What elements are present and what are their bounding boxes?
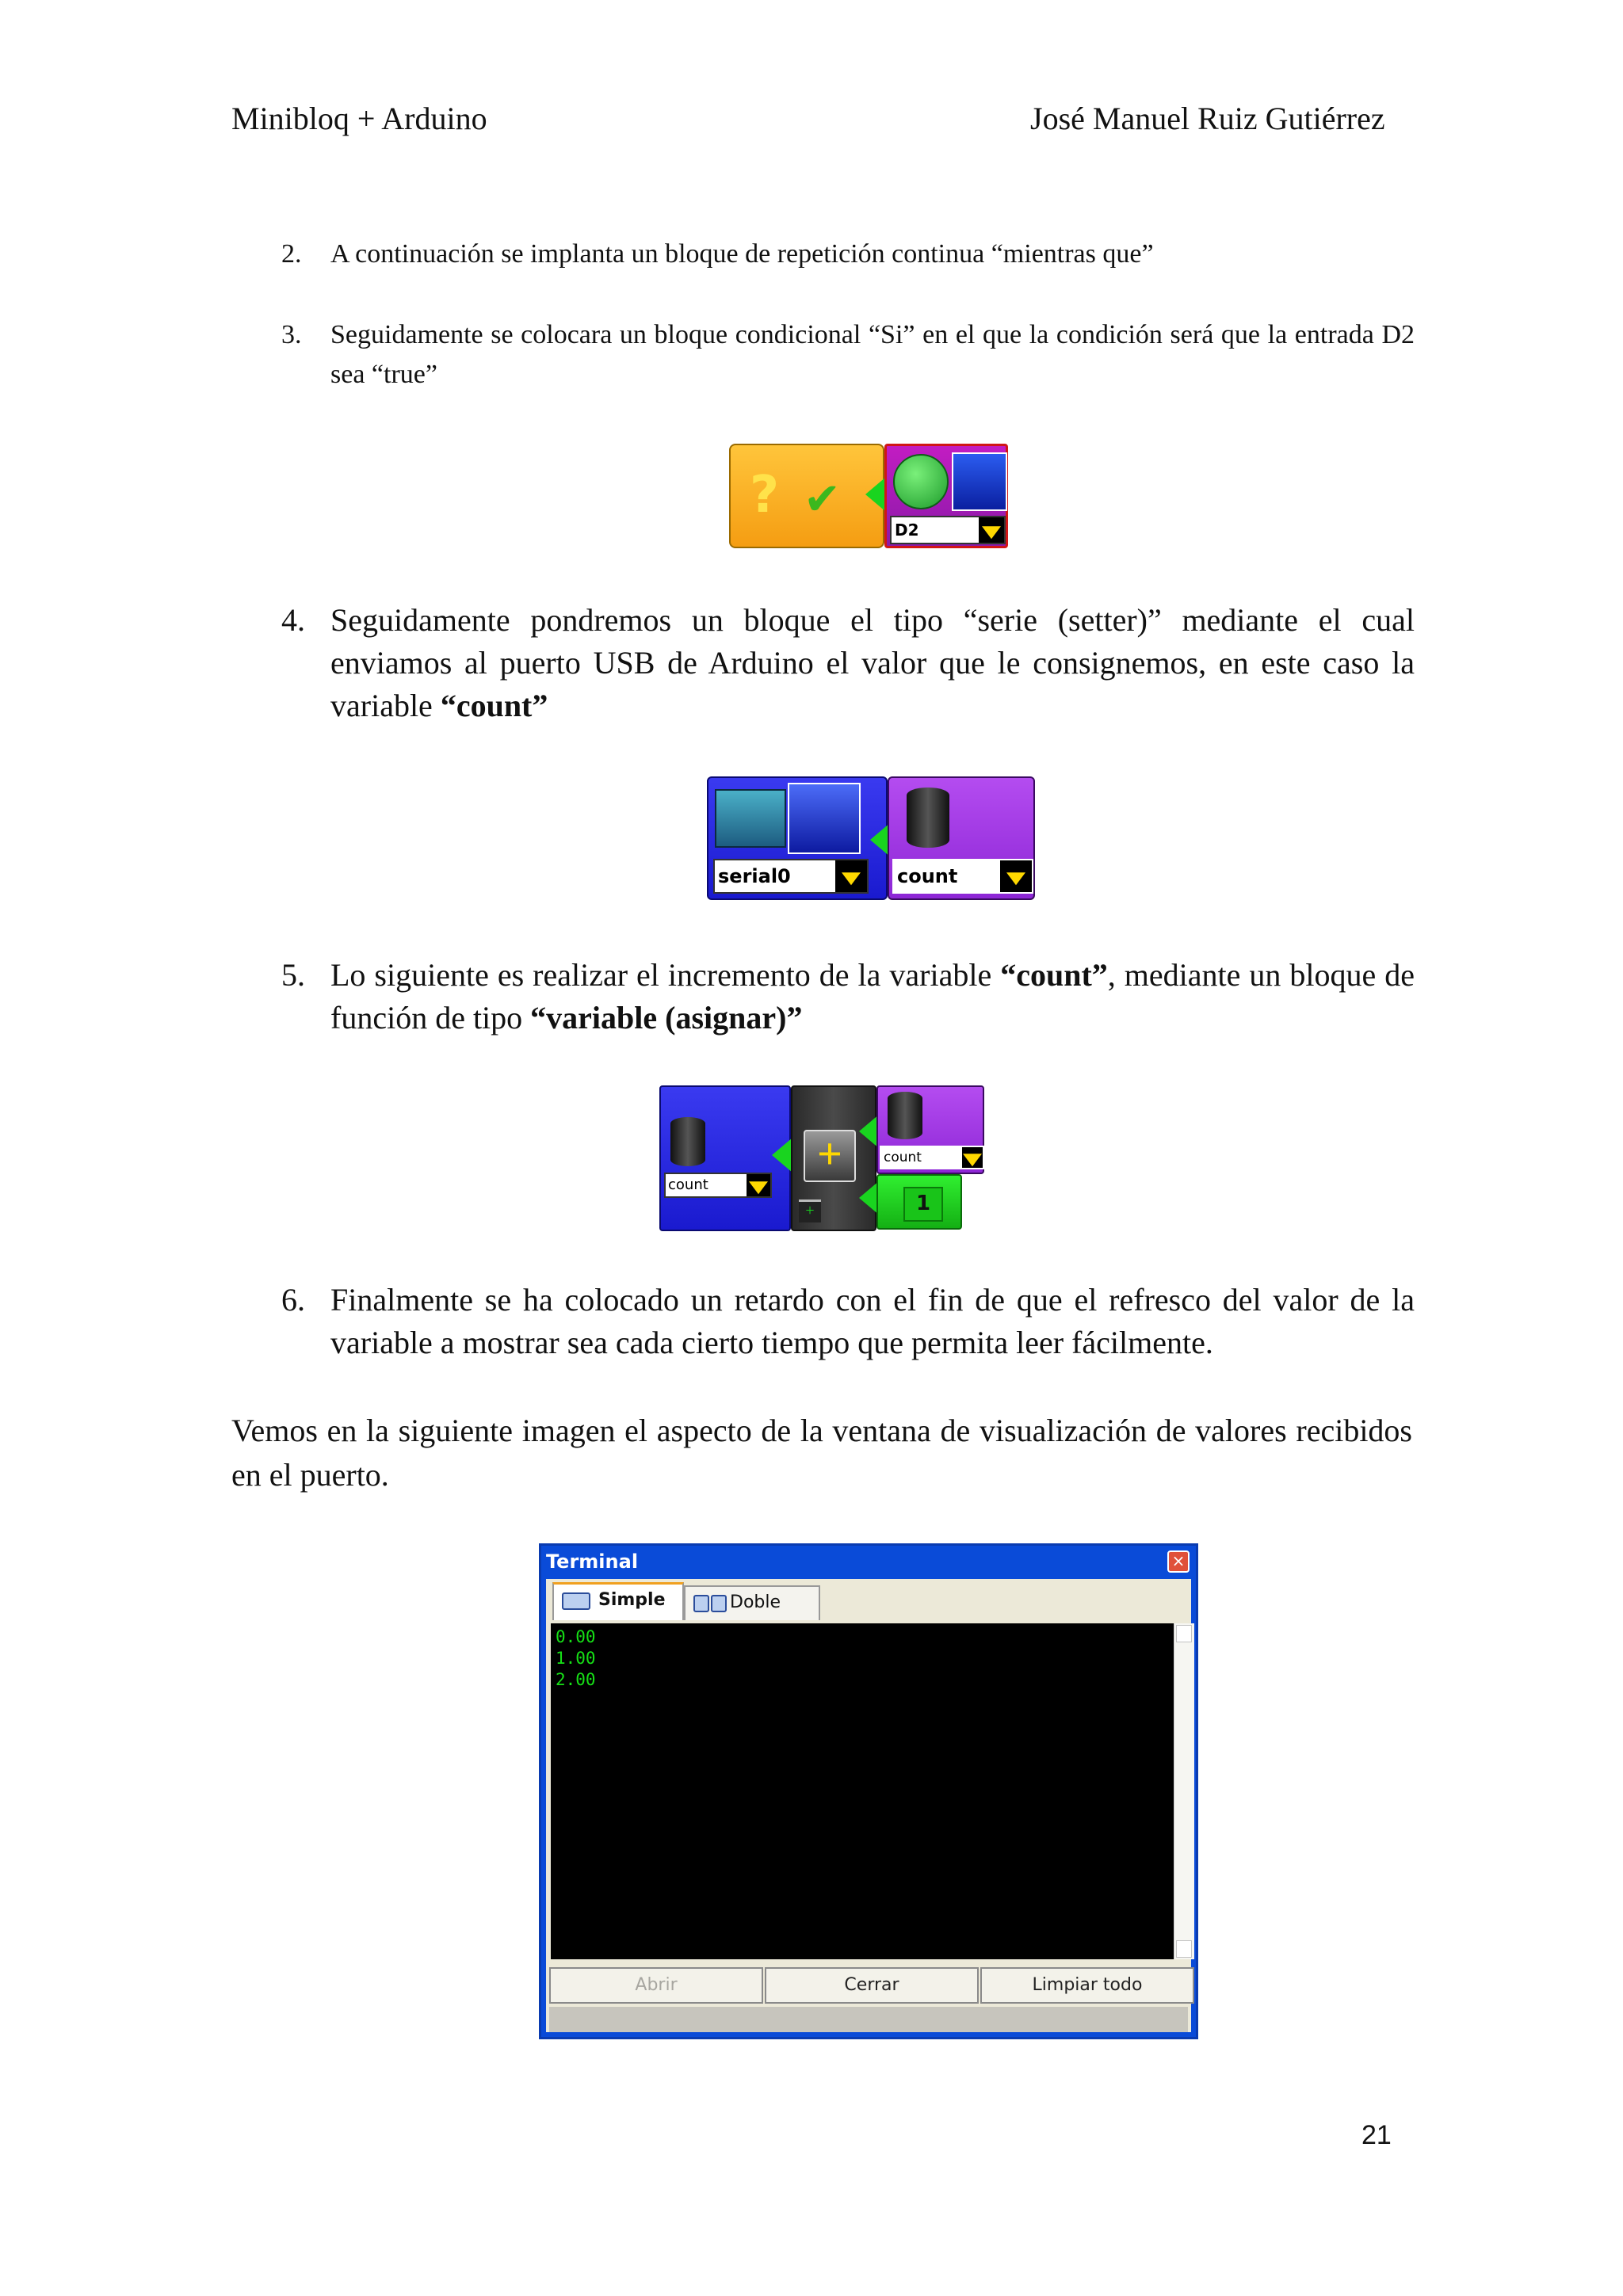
list-text-plain: Seguidamente pondremos un bloque el tipo “serie (setter)” mediante el cual enviamos al puerto USB de Arduino el valor que le consignemos, en este caso la variable [330,602,1415,723]
list-number: 2. [281,239,302,269]
monitor-icon [711,1595,727,1612]
list-text-bold: “variable (asignar)” [530,1000,803,1035]
list-text: A continuación se implanta un bloque de repetición continua “mientras que” [330,239,1154,269]
list-text-bold: “count” [1000,957,1108,993]
running-header-right: José Manuel Ruiz Gutiérrez [1030,101,1385,136]
constant-value[interactable]: 1 [903,1187,943,1222]
pencil-icon [952,452,1007,511]
list-item-5 [281,954,1415,1039]
variable-block [876,1085,984,1174]
list-number: 6. [281,1282,305,1318]
variable-dropdown[interactable] [892,859,1033,894]
plus-icon: + [804,1130,856,1182]
list-item-6 [281,1279,1415,1364]
status-bar [549,2007,1188,2032]
close-button[interactable]: Cerrar [765,1967,979,2004]
chevron-down-icon [979,517,1004,543]
serial-block [707,776,888,900]
question-icon: ? [750,466,780,524]
scroll-up-icon[interactable] [1176,1625,1192,1642]
list-item-3 [281,315,1415,395]
pencil-icon [788,783,861,854]
output-line: 0.00 [556,1627,596,1646]
chevron-down-icon [962,1147,983,1168]
chevron-down-icon [835,860,867,892]
add-input-icon: + [799,1199,821,1222]
variable-dropdown[interactable] [664,1173,772,1198]
list-number: 3. [281,320,302,349]
variable-dropdown[interactable] [880,1146,984,1169]
number-constant-block [876,1174,962,1230]
connector-notch [865,477,886,512]
list-text: Finalmente se ha colocado un retardo con el fin de que el refresco del valor de la variable a mostrar sea cada cierto tiempo que permita leer fácilmente. [330,1282,1415,1360]
list-number: 4. [281,602,305,638]
output-line: 1.00 [556,1649,596,1668]
variable-value: count [668,1177,708,1193]
add-operator-block [791,1085,876,1231]
variable-drum-icon [888,1092,922,1139]
variable-assign-block [659,1085,791,1231]
terminal-output[interactable] [551,1623,1174,1959]
port-dropdown[interactable] [713,859,869,894]
chevron-down-icon [747,1174,770,1196]
connector-notch [772,1138,792,1173]
tab-label: Simple [598,1590,666,1610]
checkmark-icon: ✔ [804,475,841,524]
open-button[interactable]: Abrir [549,1967,763,2004]
if-block-figure [729,444,1008,548]
monitor-icon [562,1592,590,1610]
window-title: Terminal [546,1550,639,1573]
computer-icon [715,789,786,848]
variable-drum-icon [670,1117,705,1166]
if-block [729,444,884,548]
tab-label: Doble [730,1592,781,1612]
list-item-4 [281,599,1415,727]
running-header-left: Minibloq + Arduino [231,101,487,136]
digital-input-block [884,444,1008,548]
terminal-body [546,1579,1191,2032]
terminal-window [539,1543,1198,2039]
variable-drum-icon [907,788,949,848]
close-icon[interactable]: × [1167,1550,1190,1573]
pin-dropdown[interactable] [890,516,1006,544]
assign-block-figure [659,1085,984,1231]
list-text-bold: “count” [440,688,548,723]
list-text [330,954,1415,1039]
list-text: Seguidamente se colocara un bloque condicional “Si” en el que la condición será que la entrada D2 sea “true” [330,320,1415,389]
port-value: serial0 [718,865,791,887]
list-item-2 [281,235,1415,274]
vertical-scrollbar[interactable] [1174,1623,1194,1959]
pin-value: D2 [895,521,919,540]
body-paragraph: Vemos en la siguiente imagen el aspecto de la ventana de visualización de valores recibidos en el puerto. [231,1413,1412,1493]
tab-doble[interactable] [684,1585,820,1620]
scroll-down-icon[interactable] [1176,1940,1192,1958]
list-text-plain: , mediante un bloque de función de tipo [330,957,1415,1035]
output-line: 2.00 [556,1670,596,1689]
list-text-plain: Lo siguiente es realizar el incremento de la variable [330,957,1001,993]
page-number: 21 [1361,2120,1392,2150]
input-pin-icon [893,454,949,509]
monitor-icon [693,1595,709,1612]
list-text [330,599,1415,727]
serial-block-figure [707,776,1035,900]
variable-value: count [897,865,958,887]
variable-block [888,776,1035,900]
clear-all-button[interactable]: Limpiar todo [980,1967,1194,2004]
tab-simple[interactable] [552,1582,684,1620]
list-number: 5. [281,957,305,993]
chevron-down-icon [1000,860,1032,892]
variable-value: count [884,1150,922,1165]
